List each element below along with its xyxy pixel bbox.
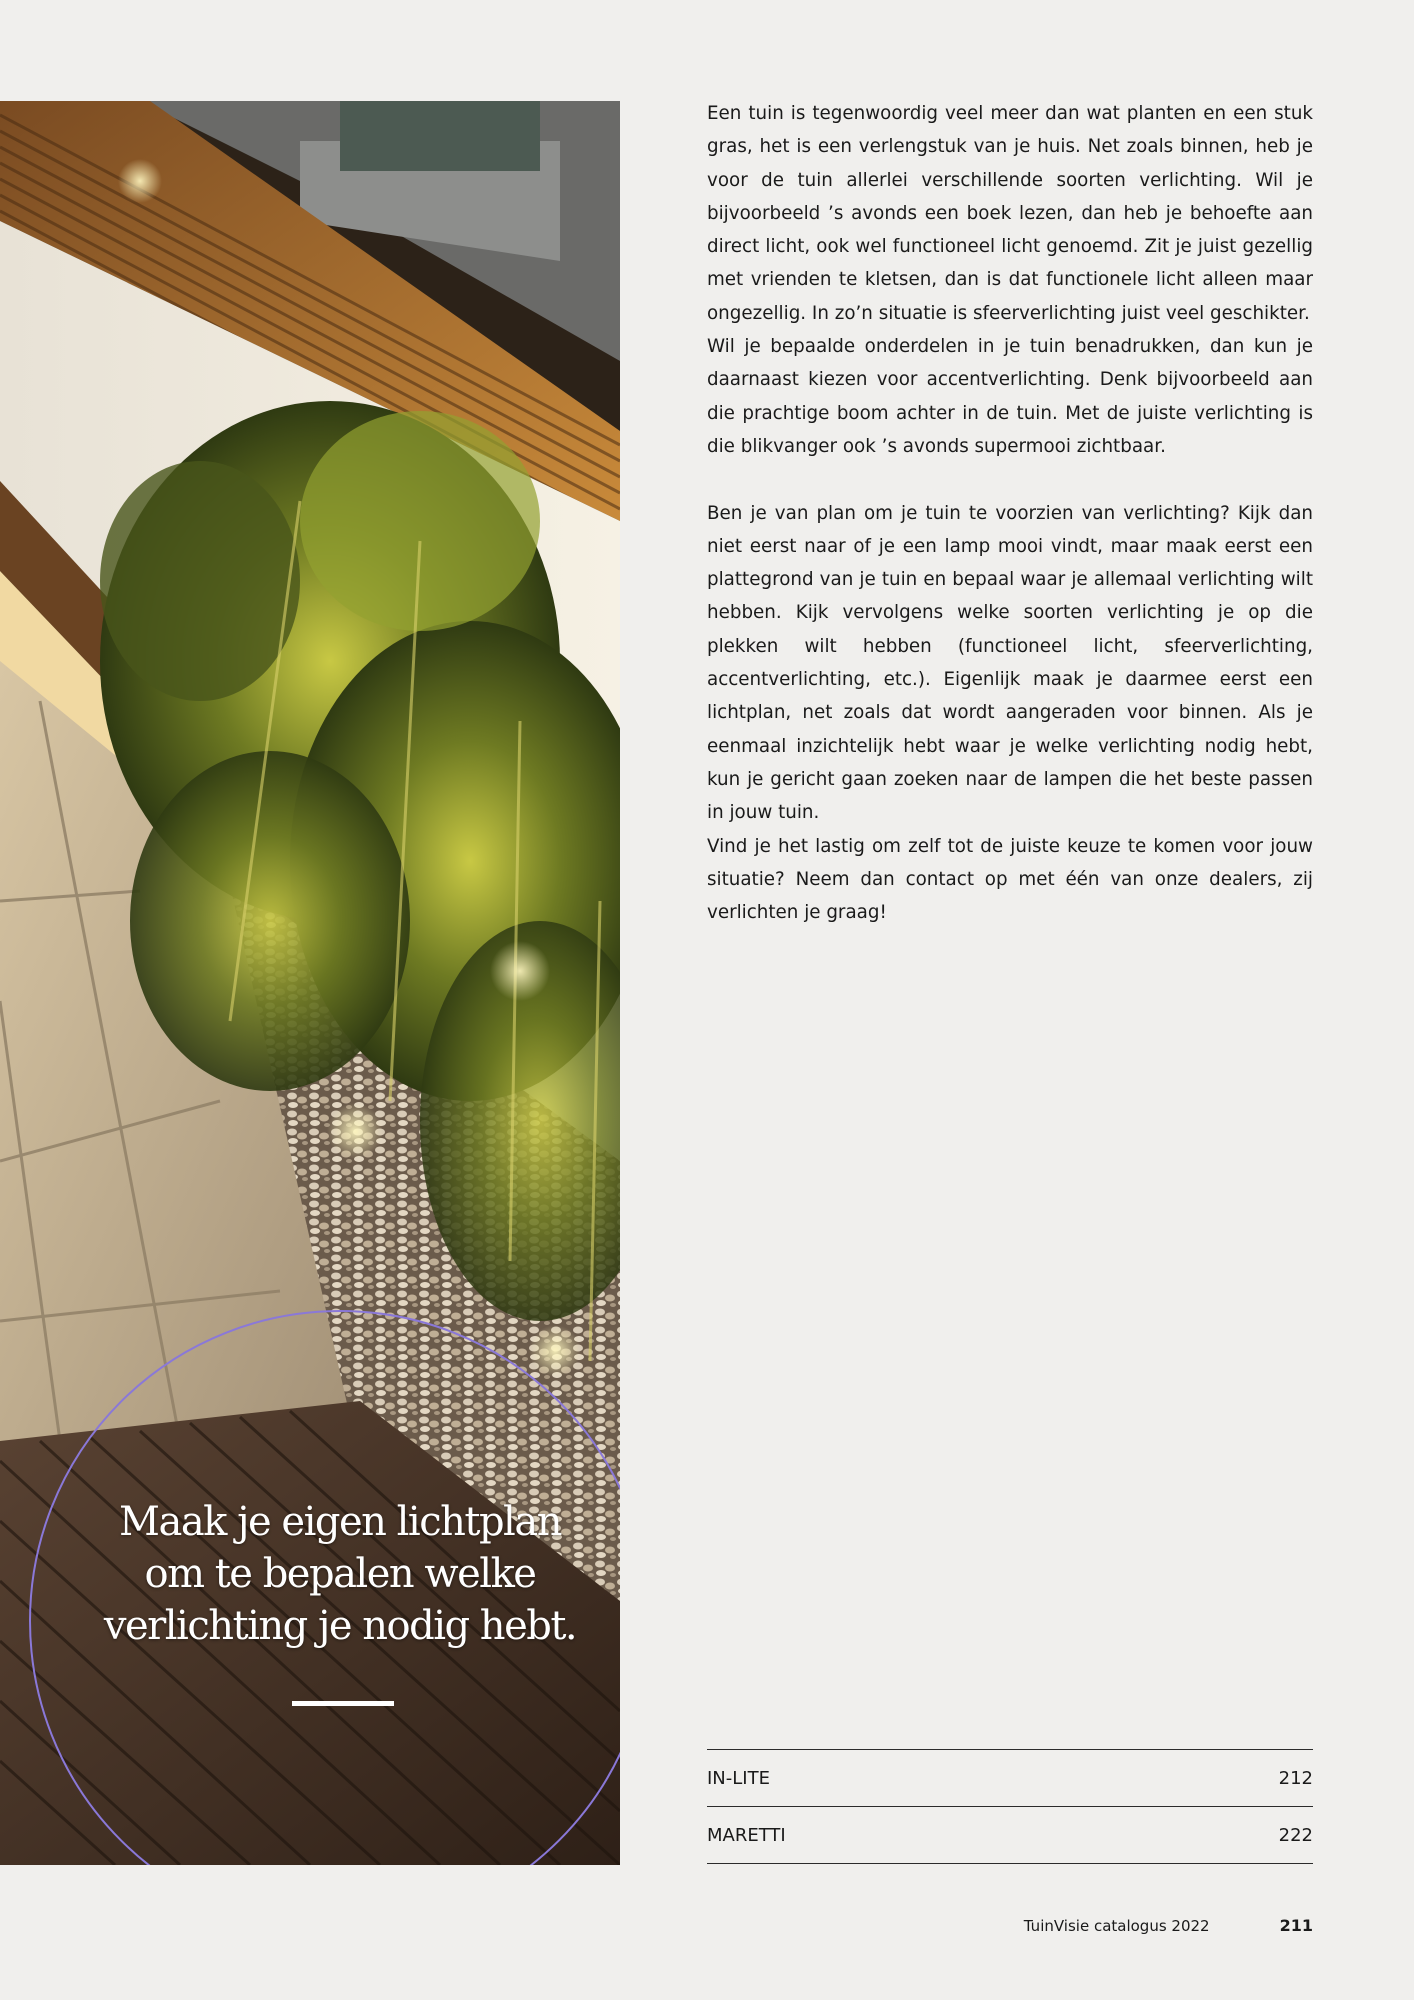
page-footer [900, 1916, 1313, 1935]
brand-name: MARETTI [707, 1824, 786, 1846]
paragraph: Een tuin is tegenwoordig veel meer dan wat planten en een stuk gras, het is een verlengstuk van je huis. Net zoals binnen, heb je voor de tuin allerlei verschillende soorten verlichting. Wil je bijvoorbeeld ’s avonds een boek lezen, dan heb je behoefte aan direct licht, ook wel functioneel licht genoemd. Zit je juist gezellig met vrienden te kletsen, dan is dat functionele licht alleen maar ongezellig. In zo’n situatie is sfeerverlichting juist veel geschikter. [707, 103, 1313, 324]
pull-quote [20, 1496, 660, 1652]
brand-index-table [707, 1749, 1313, 1864]
pull-quote-line: Maak je eigen lichtplan [119, 1499, 561, 1545]
brand-page-number: 222 [1278, 1824, 1313, 1846]
paragraph: Vind je het lastig om zelf tot de juiste keuze te komen voor jouw situatie? Neem dan contact op met één van onze dealers, zij verlichten je graag! [707, 835, 1313, 924]
brand-page-number: 212 [1278, 1767, 1313, 1789]
page-number: 211 [1279, 1916, 1313, 1935]
brand-name: IN-LITE [707, 1767, 770, 1789]
article-body [707, 97, 1313, 929]
paragraph: Ben je van plan om je tuin te voorzien van verlichting? Kijk dan niet eerst naar of je een lamp mooi vindt, maar maak eerst een plattegrond van je tuin en bepaal waar je allemaal verlichting wilt hebben. Kijk vervolgens welke soorten verlichting je op die plekken wilt hebben (functioneel licht, sfeerverlichting, accentverlichting, etc.). Eigenlijk maak je daarmee eerst een lichtplan, net zoals dat wordt aangeraden voor binnen. Als je eenmaal inzichtelijk hebt waar je welke verlichting nodig hebt, kun je gericht gaan zoeken naar de lampen die het beste passen in jouw tuin. [707, 502, 1313, 824]
catalog-title: TuinVisie catalogus 2022 [1023, 1917, 1210, 1935]
quote-divider [292, 1701, 394, 1706]
brand-row-in-lite[interactable] [707, 1750, 1313, 1807]
paragraph: Wil je bepaalde onderdelen in je tuin benadrukken, dan kun je daarnaast kiezen voor accentverlichting. Denk bijvoorbeeld aan die prachtige boom achter in de tuin. Met de juiste verlichting is die blikvanger ook ’s avonds supermooi zichtbaar. [707, 336, 1313, 457]
pull-quote-line: om te bepalen welke [144, 1551, 536, 1597]
pull-quote-line: verlichting je nodig hebt. [103, 1603, 577, 1649]
brand-row-maretti[interactable] [707, 1807, 1313, 1864]
